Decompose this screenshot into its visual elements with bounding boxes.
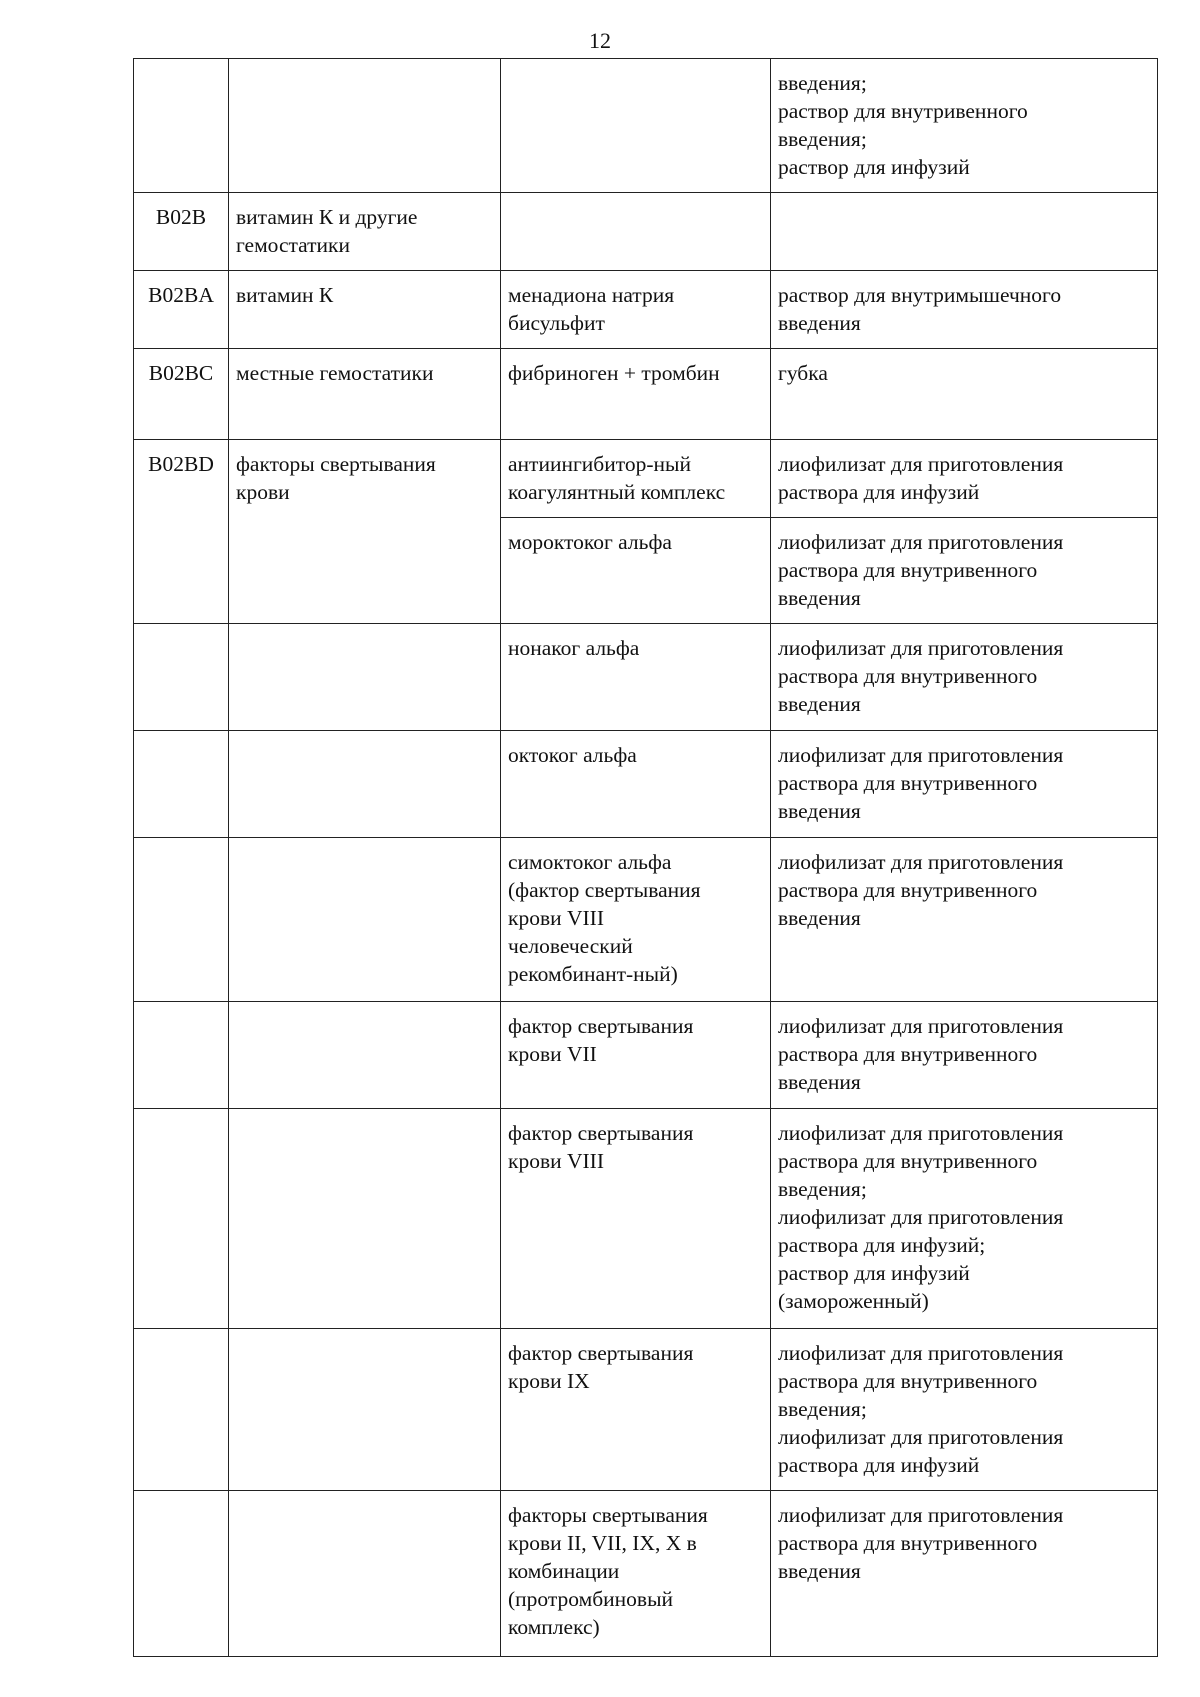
dosage-form-line: лиофилизат для приготовления	[778, 743, 1064, 767]
drug-name-cell-text: крови VII	[508, 1042, 597, 1066]
dosage-form-line: раствора для внутривенного	[778, 1149, 1038, 1173]
atc-code-cell-text: B02B	[155, 205, 207, 229]
drug-name-cell	[501, 1329, 771, 1491]
dosage-form-cell	[771, 518, 1158, 624]
drug-name-cell	[501, 59, 771, 193]
drug-name-cell-text: фактор свертывания	[508, 1121, 694, 1145]
anatomical-group-cell	[229, 193, 501, 271]
dosage-form-line: введения;	[778, 1397, 867, 1421]
dosage-form-line: введения;	[778, 127, 867, 151]
anatomical-group-cell-text: витамин К	[236, 283, 334, 307]
dosage-form-line: введения;	[778, 71, 867, 95]
anatomical-group-cell-text: факторы свертывания	[236, 452, 436, 476]
dosage-form-line: раствора для внутривенного	[778, 771, 1038, 795]
drug-name-cell	[501, 271, 771, 349]
atc-code-cell	[134, 731, 229, 838]
anatomical-group-cell-text: местные гемостатики	[236, 361, 434, 385]
page-number: 12	[589, 28, 611, 53]
atc-code-cell	[134, 440, 229, 624]
dosage-form-line: лиофилизат для приготовления	[778, 530, 1064, 554]
table-row	[134, 731, 1158, 838]
drug-name-cell-text: крови II, VII, IX, X в	[508, 1531, 697, 1555]
drug-name-cell	[501, 349, 771, 440]
drug-name-cell-text: менадиона натрия	[508, 283, 675, 307]
drug-name-cell-text: коагулянтный комплекс	[508, 480, 726, 504]
drug-name-cell	[501, 193, 771, 271]
dosage-form-line: раствора для внутривенного	[778, 1369, 1038, 1393]
dosage-form-cell	[771, 838, 1158, 1002]
dosage-form-cell	[771, 1491, 1158, 1657]
anatomical-group-cell	[229, 349, 501, 440]
atc-code-cell-text: B02BA	[148, 283, 214, 307]
atc-code-cell-text: B02BC	[148, 361, 214, 385]
drug-name-cell-text: рекомбинант-ный)	[508, 962, 678, 986]
dosage-form-cell	[771, 349, 1158, 440]
anatomical-group-cell	[229, 440, 501, 624]
dosage-form-line: раствора для инфузий	[778, 480, 980, 504]
dosage-form-line: раствор для внутривенного	[778, 99, 1028, 123]
drug-name-cell-text: (фактор свертывания	[508, 878, 701, 902]
drug-name-cell-text: комплекс)	[508, 1615, 600, 1639]
anatomical-group-cell-text: гемостатики	[236, 233, 351, 257]
drug-name-cell-text: антиингибитор-ный	[508, 452, 691, 476]
drug-name-cell-text: крови VIII	[508, 906, 604, 930]
dosage-form-line: введения	[778, 1070, 861, 1094]
table-row	[134, 193, 1158, 271]
drug-name-cell-text: фактор свертывания	[508, 1014, 694, 1038]
table-row	[134, 624, 1158, 731]
dosage-form-line: раствора для внутривенного	[778, 1042, 1038, 1066]
dosage-form-cell	[771, 440, 1158, 518]
anatomical-group-cell	[229, 271, 501, 349]
dosage-form-line: раствора для внутривенного	[778, 558, 1038, 582]
atc-code-cell	[134, 59, 229, 193]
table-row	[134, 1491, 1158, 1657]
dosage-form-line: введения	[778, 586, 861, 610]
atc-code-cell	[134, 1109, 229, 1329]
atc-code-cell	[134, 193, 229, 271]
drug-name-cell	[501, 1491, 771, 1657]
drug-name-cell	[501, 1002, 771, 1109]
drug-name-cell	[501, 1109, 771, 1329]
atc-code-cell	[134, 1329, 229, 1491]
table-row	[134, 1109, 1158, 1329]
drug-name-cell-text: симоктоког альфа	[508, 850, 672, 874]
dosage-form-line: введения	[778, 692, 861, 716]
dosage-form-line: введения	[778, 1559, 861, 1583]
anatomical-group-cell	[229, 1491, 501, 1657]
drug-table	[133, 58, 1158, 1657]
dosage-form-line: лиофилизат для приготовления	[778, 1014, 1064, 1038]
anatomical-group-cell-text: витамин К и другие	[236, 205, 418, 229]
dosage-form-cell	[771, 271, 1158, 349]
atc-code-cell	[134, 624, 229, 731]
anatomical-group-cell	[229, 838, 501, 1002]
dosage-form-line: лиофилизат для приготовления	[778, 1503, 1064, 1527]
dosage-form-line: лиофилизат для приготовления	[778, 636, 1064, 660]
dosage-form-line: лиофилизат для приготовления	[778, 452, 1064, 476]
drug-name-cell	[501, 624, 771, 731]
dosage-form-line: введения	[778, 311, 861, 335]
anatomical-group-cell	[229, 1329, 501, 1491]
drug-name-cell	[501, 838, 771, 1002]
atc-code-cell	[134, 1002, 229, 1109]
dosage-form-line: лиофилизат для приготовления	[778, 1205, 1064, 1229]
dosage-form-line: лиофилизат для приготовления	[778, 1425, 1064, 1449]
drug-name-cell-text: (протромбиновый	[508, 1587, 674, 1611]
atc-code-cell	[134, 838, 229, 1002]
drug-name-cell	[501, 440, 771, 518]
anatomical-group-cell	[229, 1002, 501, 1109]
dosage-form-line: раствора для инфузий;	[778, 1233, 986, 1257]
dosage-form-line: (замороженный)	[778, 1289, 929, 1313]
table-row	[134, 349, 1158, 440]
drug-name-cell-text: мороктоког альфа	[508, 530, 672, 554]
table-row	[134, 271, 1158, 349]
dosage-form-cell	[771, 1002, 1158, 1109]
table-row	[134, 59, 1158, 193]
dosage-form-line: лиофилизат для приготовления	[778, 850, 1064, 874]
table-row	[134, 1002, 1158, 1109]
anatomical-group-cell-text: крови	[236, 480, 290, 504]
dosage-form-line: раствор для инфузий	[778, 155, 970, 179]
drug-name-cell-text: фактор свертывания	[508, 1341, 694, 1365]
dosage-form-cell	[771, 193, 1158, 271]
dosage-form-line: введения	[778, 906, 861, 930]
drug-name-cell-text: октоког альфа	[508, 743, 637, 767]
dosage-form-cell	[771, 1329, 1158, 1491]
table-row	[134, 440, 1158, 518]
dosage-form-line: раствора для внутривенного	[778, 878, 1038, 902]
dosage-form-line: введения	[778, 799, 861, 823]
atc-code-cell	[134, 271, 229, 349]
dosage-form-line: губка	[778, 361, 828, 385]
anatomical-group-cell	[229, 59, 501, 193]
anatomical-group-cell	[229, 731, 501, 838]
drug-name-cell	[501, 731, 771, 838]
dosage-form-cell	[771, 731, 1158, 838]
atc-code-cell	[134, 349, 229, 440]
drug-name-cell	[501, 518, 771, 624]
atc-code-cell-text: B02BD	[148, 452, 214, 476]
anatomical-group-cell	[229, 1109, 501, 1329]
dosage-form-line: раствора для инфузий	[778, 1453, 980, 1477]
drug-name-cell-text: факторы свертывания	[508, 1503, 708, 1527]
dosage-form-cell	[771, 624, 1158, 731]
dosage-form-line: раствор для инфузий	[778, 1261, 970, 1285]
drug-name-cell-text: крови IX	[508, 1369, 590, 1393]
drug-name-cell-text: бисульфит	[508, 311, 605, 335]
table-row	[134, 1329, 1158, 1491]
drug-name-cell-text: крови VIII	[508, 1149, 604, 1173]
drug-name-cell-text: фибриноген + тромбин	[508, 361, 720, 385]
dosage-form-line: лиофилизат для приготовления	[778, 1121, 1064, 1145]
dosage-form-line: лиофилизат для приготовления	[778, 1341, 1064, 1365]
table-row	[134, 838, 1158, 1002]
atc-code-cell	[134, 1491, 229, 1657]
dosage-form-line: раствора для внутривенного	[778, 1531, 1038, 1555]
dosage-form-cell	[771, 1109, 1158, 1329]
drug-name-cell-text: нонаког альфа	[508, 636, 640, 660]
dosage-form-line: введения;	[778, 1177, 867, 1201]
dosage-form-cell	[771, 59, 1158, 193]
dosage-form-line: раствора для внутривенного	[778, 664, 1038, 688]
drug-name-cell-text: комбинации	[508, 1559, 620, 1583]
drug-name-cell-text: человеческий	[508, 934, 633, 958]
dosage-form-line: раствор для внутримышечного	[778, 283, 1062, 307]
anatomical-group-cell	[229, 624, 501, 731]
